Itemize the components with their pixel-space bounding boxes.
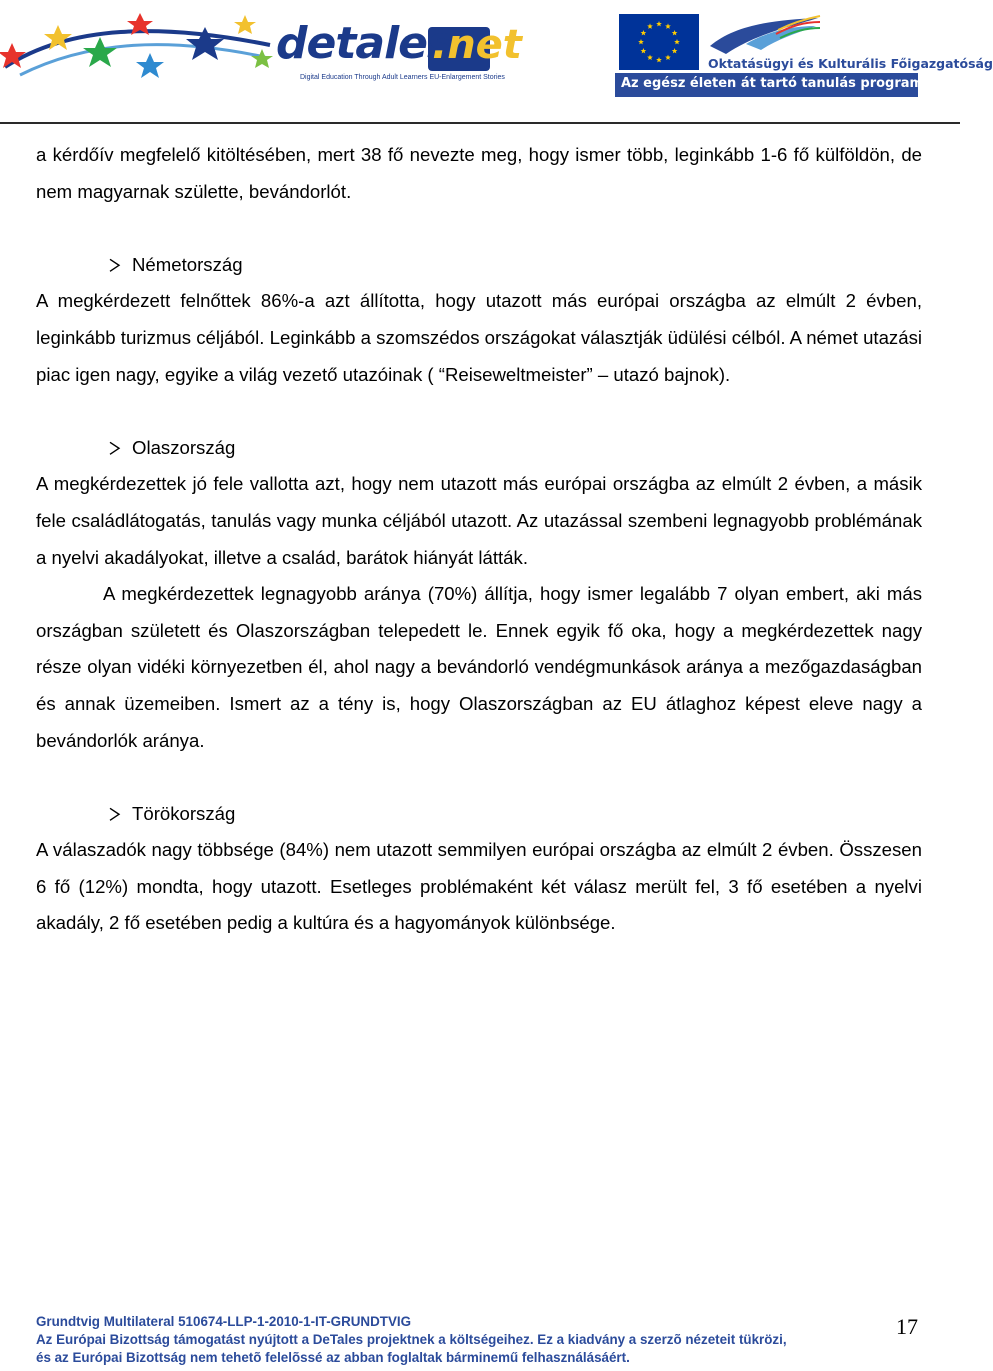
footer-disclaimer-line-1: Az Európai Bizottság támogatást nyújtott a DeTales projektnek a költségeihez. Ez a kiadvány a szerzõ nézeteit tükrözi, [36, 1332, 787, 1347]
section-heading-label: Németország [132, 253, 243, 275]
header-divider [0, 122, 960, 124]
oktatas-bird-logo-icon [706, 14, 822, 58]
section-heading-label: Olaszország [132, 436, 236, 458]
section-heading-nemetorszag [36, 247, 922, 284]
page-footer [36, 1313, 922, 1367]
programme-name: Az egész életen át tartó tanulás programja [621, 76, 937, 91]
section-paragraph: A megkérdezettek jó fele vallotta azt, hogy nem utazott más európai országba az elmúlt 2 évben, a másik fele családlátogatás, tanulás vagy munka céljából utazott. Az utazással szembeni legnagyobb problémának a nyelvi akadályokat, illetve a család, barátok hiányát látták. [36, 473, 922, 568]
arrow-bullet-icon [108, 796, 122, 833]
section-paragraph: A válaszadók nagy többsége (84%) nem utazott semmilyen európai országba az elmúlt 2 évben. Összesen 6 fő (12%) mondta, hogy utazott. Esetleges problémaként két válasz merült fel, 3 fő esetében a nyelvi akadály, 2 fő esetében pedig a kultúra és a hagyományok különbsége. [36, 839, 922, 934]
footer-disclaimer-line-2: és az Európai Bizottság nem tehetõ felelõssé az abban foglaltak bárminemű felhasználásáért. [36, 1350, 630, 1365]
section-heading-torokorszag [36, 796, 922, 833]
arrow-bullet-icon [108, 247, 122, 284]
footer-project-code: Grundtvig Multilateral 510674-LLP-1-2010-1-IT-GRUNDTVIG [36, 1314, 412, 1329]
section-paragraph: A megkérdezett felnőttek 86%-a azt állította, hogy utazott más európai országba az elmúlt 2 évben, leginkább turizmus céljából. Leginkább a szomszédos országokat választják üdülési célból. A német utazási piac igen nagy, egyike a világ vezető utazóinak ( “Reiseweltmeister” – utazó bajnok). [36, 290, 922, 385]
document-body [36, 137, 922, 942]
page-number: 17 [896, 1314, 918, 1339]
section-heading-olaszorszag [36, 430, 922, 467]
logo-tagline: Digital Education Through Adult Learners EU-Enlargement Stories [300, 74, 505, 81]
logo-net-suffix: .net [432, 22, 522, 68]
intro-paragraph: a kérdőív megfelelő kitöltésében, mert 38 fő nevezte meg, hogy ismer több, leginkább 1-6 fő külföldön, de nem magyarnak születte, bevándorlót. [36, 144, 922, 202]
page-header [0, 0, 993, 125]
arrow-bullet-icon [108, 430, 122, 467]
section-paragraph: A megkérdezettek legnagyobb aránya (70%) állítja, hogy ismer legalább 7 olyan embert, aki más országban született és Olaszországban telepedett le. Ennek egyik fő oka, hogy a megkérdezettek nagy része olyan vidéki környezetben él, ahol nagy a bevándorló vendégmunkások aránya a mezőgazdaságban és annak üzemeiben. Ismert az a tény is, hogy Olaszországban az EU átlaghoz képest eleve nagy a bevándorlók aránya. [36, 583, 922, 751]
eu-flag-icon [619, 14, 699, 70]
section-heading-label: Törökország [132, 802, 236, 824]
agency-name: Oktatásügyi és Kulturális Főigazgatóság [708, 56, 993, 71]
logo-wordmark: detales [276, 18, 453, 69]
